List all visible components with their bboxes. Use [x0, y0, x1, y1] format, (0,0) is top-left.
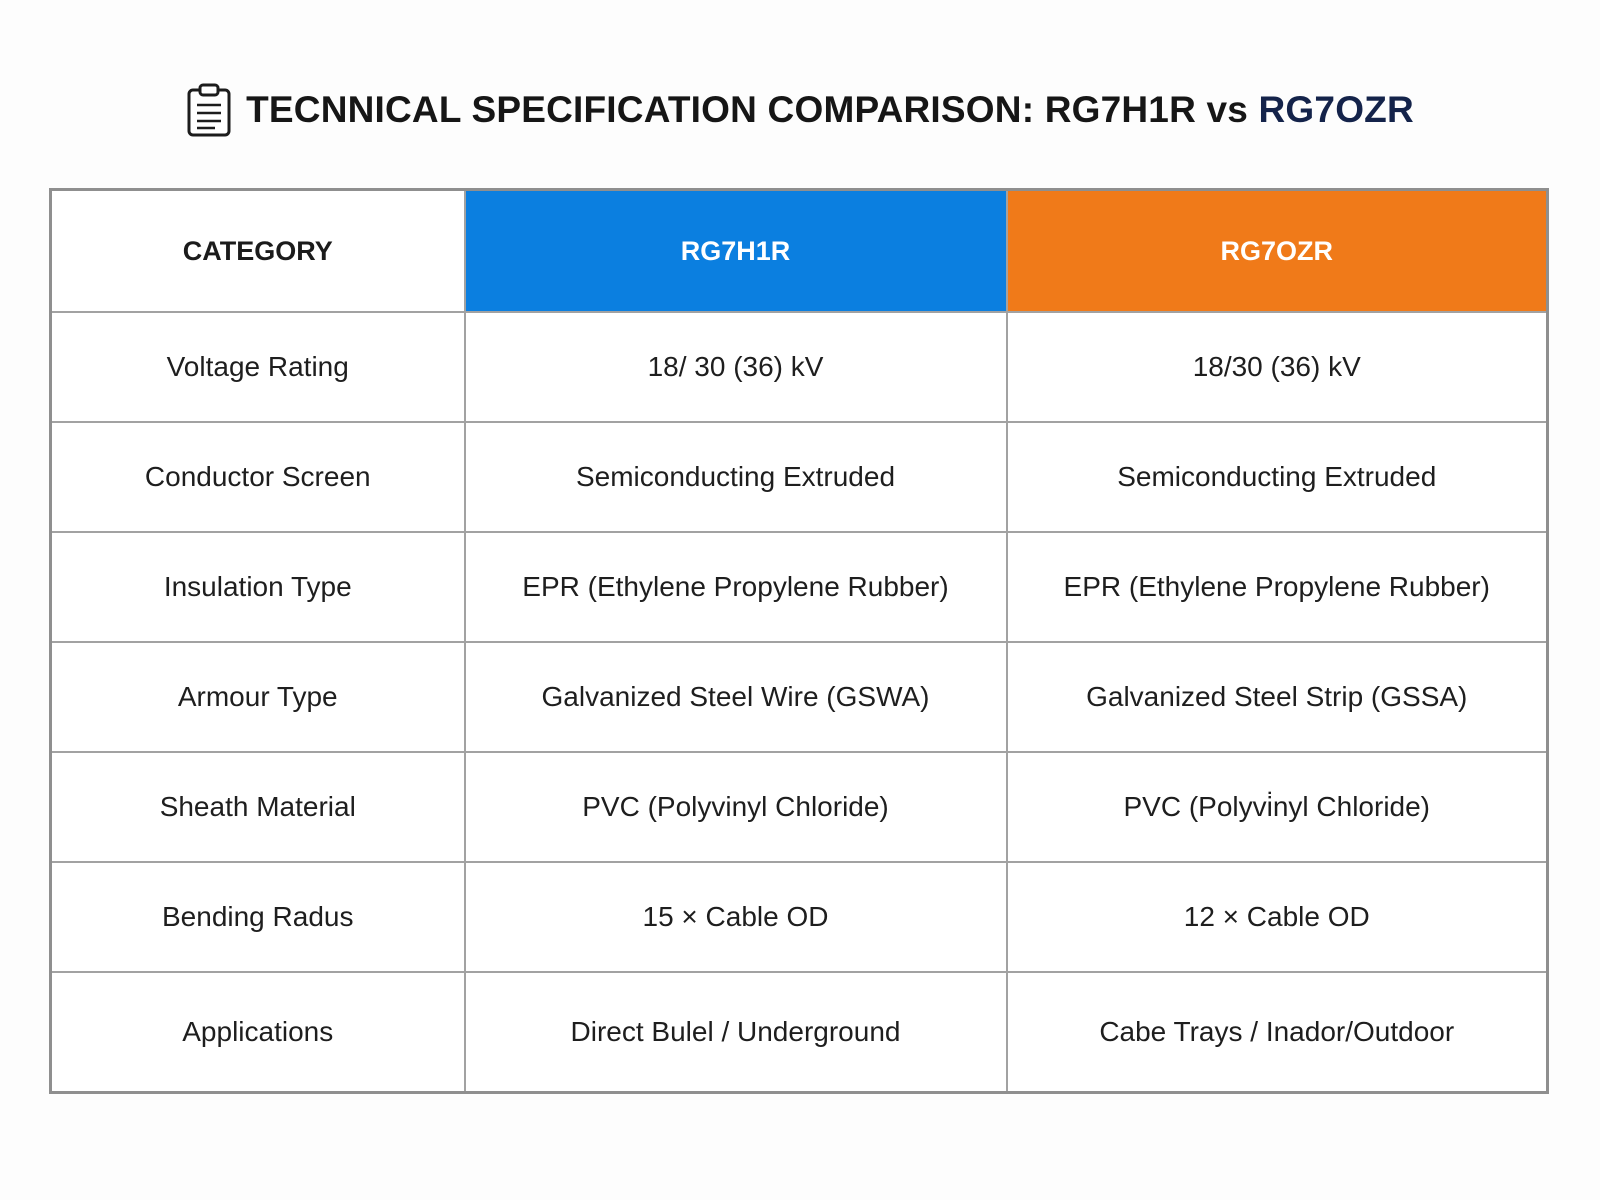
- header-category: CATEGORY: [51, 190, 465, 313]
- category-cell: Insulation Type: [51, 532, 465, 642]
- rg7ozr-cell: Cabe Trays / Inador/Outdoor: [1007, 972, 1548, 1093]
- table-row: [51, 422, 1548, 532]
- table-row: [51, 532, 1548, 642]
- rg7ozr-cell: Galvanized Steel Strip (GSSA): [1007, 642, 1548, 752]
- page-title: [0, 78, 1600, 142]
- table-header-row: [51, 190, 1548, 313]
- rg7h1r-cell: 15 × Cable OD: [465, 862, 1007, 972]
- category-cell: Sheath Material: [51, 752, 465, 862]
- rg7ozr-cell: PVC (Polyvi̇nyl Chloride): [1007, 752, 1548, 862]
- rg7h1r-cell: Semiconducting Extruded: [465, 422, 1007, 532]
- category-cell: Applications: [51, 972, 465, 1093]
- table-row: [51, 642, 1548, 752]
- table-row: [51, 312, 1548, 422]
- category-cell: Conductor Screen: [51, 422, 465, 532]
- title-text: [246, 89, 1414, 131]
- rg7h1r-cell: Galvanized Steel Wire (GSWA): [465, 642, 1007, 752]
- rg7ozr-cell: 18/30 (36) kV: [1007, 312, 1548, 422]
- table-row: [51, 862, 1548, 972]
- rg7ozr-cell: 12 × Cable OD: [1007, 862, 1548, 972]
- category-cell: Bending Radus: [51, 862, 465, 972]
- category-cell: Voltage Rating: [51, 312, 465, 422]
- category-cell: Armour Type: [51, 642, 465, 752]
- comparison-table: [49, 188, 1549, 1094]
- title-main: TECNNICAL SPECIFICATION COMPARISON: RG7H1R vs: [246, 89, 1259, 130]
- rg7ozr-cell: Semiconducting Extruded: [1007, 422, 1548, 532]
- header-rg7ozr: RG7OZR: [1007, 190, 1548, 313]
- clipboard-icon: [186, 83, 232, 137]
- rg7ozr-cell: EPR (Ethylene Propylene Rubber): [1007, 532, 1548, 642]
- rg7h1r-cell: Direct Bulel / Underground: [465, 972, 1007, 1093]
- table-row: [51, 972, 1548, 1093]
- rg7h1r-cell: PVC (Polyvinyl Chloride): [465, 752, 1007, 862]
- header-rg7h1r: RG7H1R: [465, 190, 1007, 313]
- rg7h1r-cell: EPR (Ethylene Propylene Rubber): [465, 532, 1007, 642]
- rg7h1r-cell: 18/ 30 (36) kV: [465, 312, 1007, 422]
- title-highlight: RG7OZR: [1258, 89, 1414, 130]
- table-row: [51, 752, 1548, 862]
